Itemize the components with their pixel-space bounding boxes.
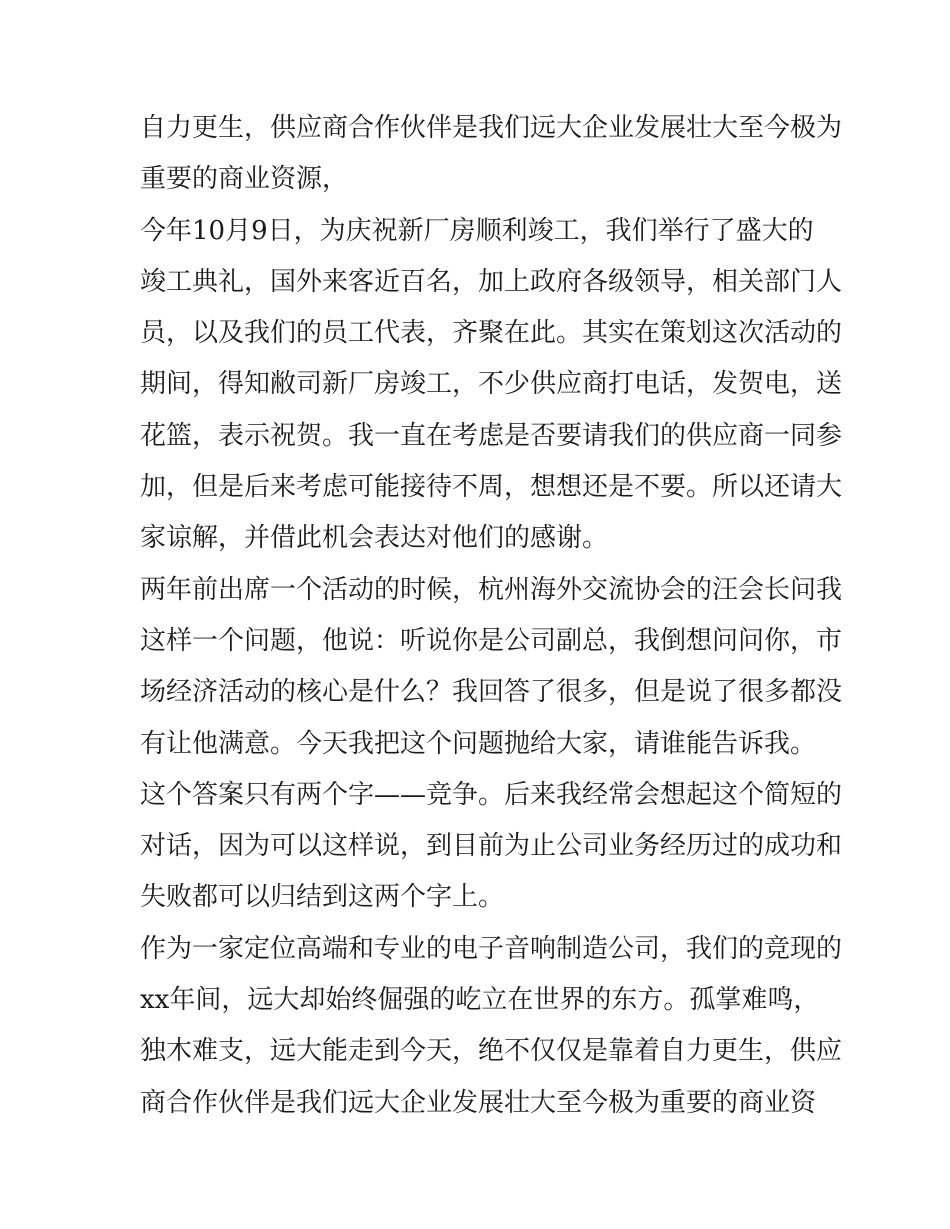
text-line-5: 员，以及我们的员工代表，齐聚在此。其实在策划这次活动的 [140, 318, 843, 349]
text-line-4: 竣工典礼，国外来客近百名，加上政府各级领导，相关部门人 [140, 266, 843, 297]
text-line-8: 加，但是后来考虑可能接待不周，想想还是不要。所以还请大 [140, 472, 843, 503]
text-line-13: 有让他满意。今天我把这个问题抛给大家，请谁能告诉我。 [140, 728, 817, 759]
text-line-2: 重要的商业资源， [140, 164, 349, 195]
text-line-10: 两年前出席一个活动的时候，杭州海外交流协会的汪会长问我 [140, 574, 843, 605]
text-line-17: 作为一家定位高端和专业的电子音响制造公司，我们的竞现的 [140, 933, 843, 964]
text-line-12: 场经济活动的核心是什么？我回答了很多，但是说了很多都没 [140, 677, 843, 708]
text-line-6: 期间，得知敝司新厂房竣工，不少供应商打电话，发贺电，送 [140, 369, 843, 400]
body-text [140, 103, 843, 1129]
text-line-14: 这个答案只有两个字——竞争。后来我经常会想起这个简短的 [140, 779, 843, 810]
text-line-15: 对话，因为可以这样说，到目前为止公司业务经历过的成功和 [140, 831, 843, 862]
text-line-3: 今年10月9日，为庆祝新厂房顺利竣工，我们举行了盛大的 [140, 215, 814, 246]
text-line-1: 自力更生，供应商合作伙伴是我们远大企业发展壮大至今极为 [140, 113, 843, 143]
text-line-7: 花篮，表示祝贺。我一直在考虑是否要请我们的供应商一同参 [140, 420, 843, 451]
text-line-18: xx年间，远大却始终倔强的屹立在世界的东方。孤掌难鸣， [140, 985, 820, 1016]
text-line-20: 商合作伙伴是我们远大企业发展壮大至今极为重要的商业资 [140, 1087, 817, 1118]
text-line-19: 独木难支，远大能走到今天，绝不仅仅是靠着自力更生，供应 [140, 1036, 843, 1067]
text-line-9: 家谅解，并借此机会表达对他们的感谢。 [140, 523, 609, 554]
text-line-11: 这样一个问题，他说：听说你是公司副总，我倒想问问你，市 [140, 625, 843, 656]
text-line-16: 失败都可以归结到这两个字上。 [140, 882, 505, 913]
